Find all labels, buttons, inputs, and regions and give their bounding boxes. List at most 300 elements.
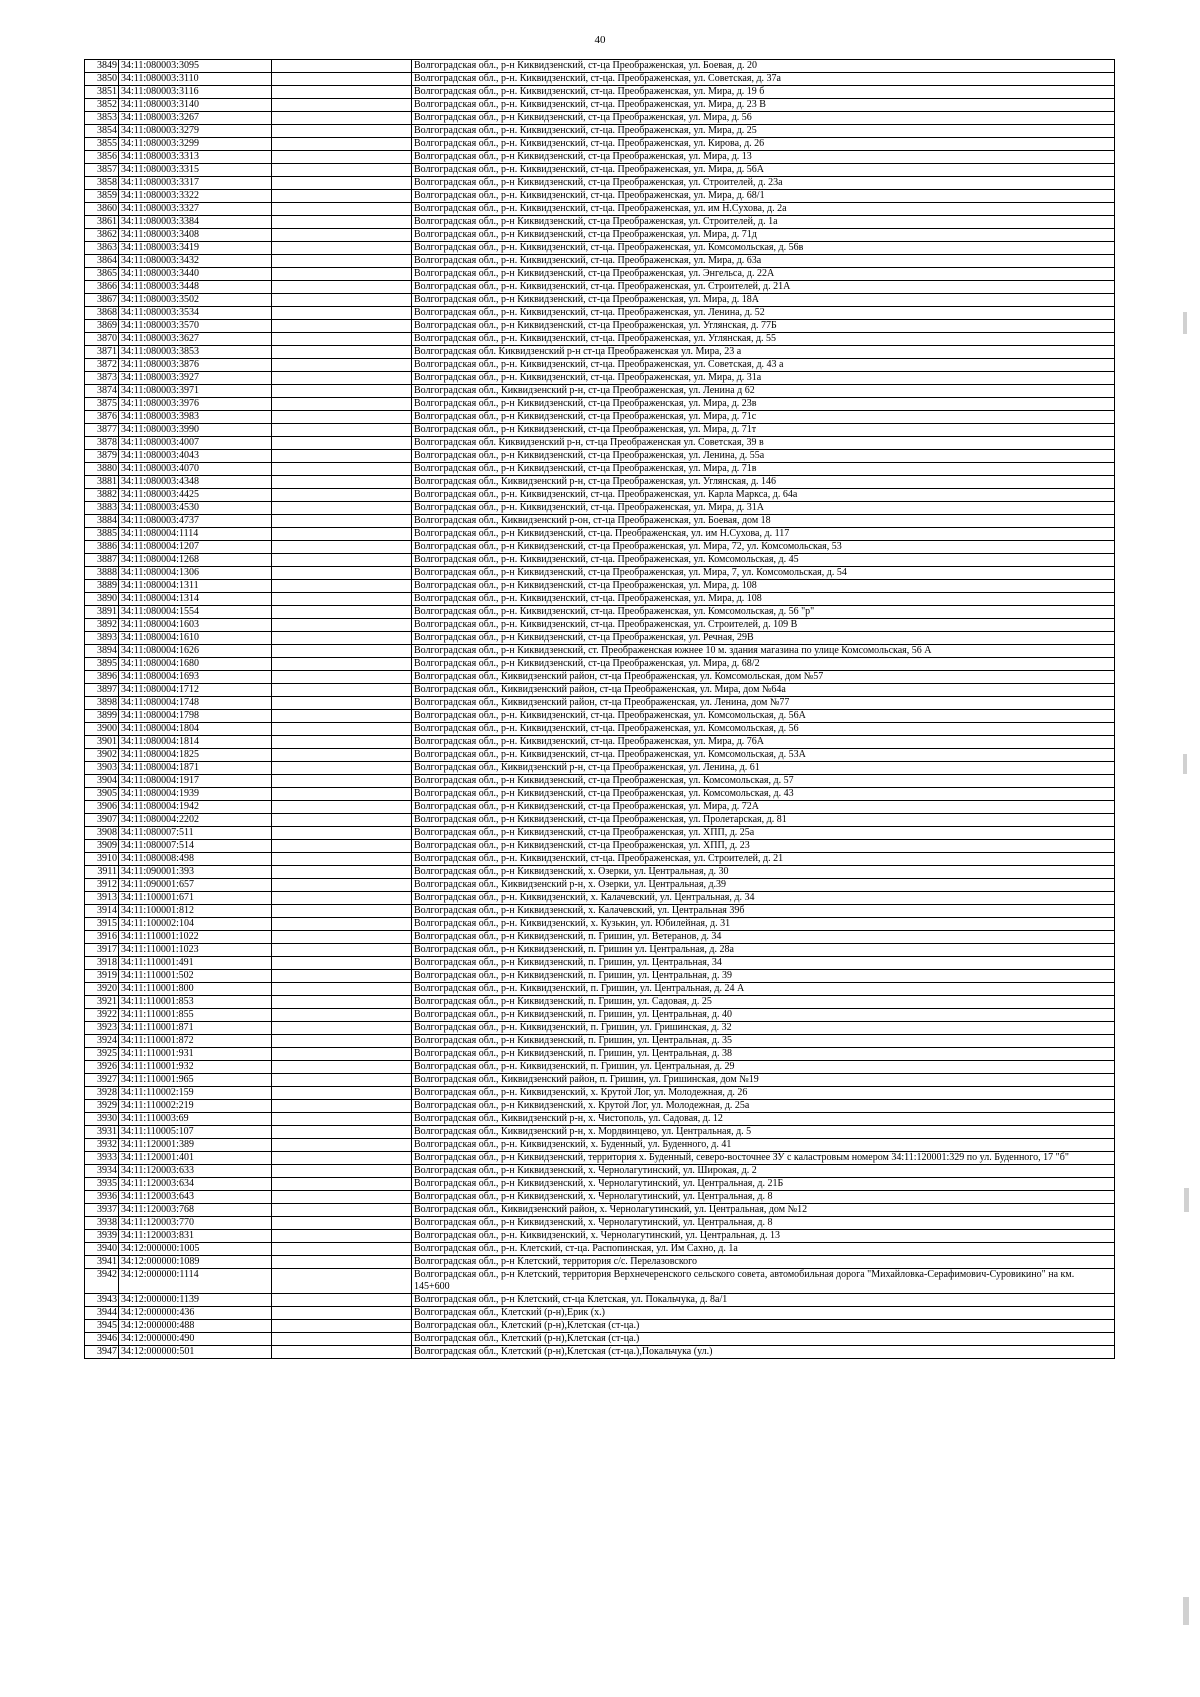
row-number-cell: 3881 [85,476,119,489]
row-number-cell: 3937 [85,1204,119,1217]
address-cell: Волгоградская обл., Киквидзенский район, х. Чернолагутинский, ул. Центральная, дом №12 [412,1204,1115,1217]
row-number-cell: 3859 [85,190,119,203]
table-row [85,1100,1115,1113]
row-number-cell: 3853 [85,112,119,125]
row-number-cell: 3916 [85,931,119,944]
empty-cell [272,1087,412,1100]
empty-cell [272,1191,412,1204]
empty-cell [272,580,412,593]
table-row [85,164,1115,177]
row-number-cell: 3912 [85,879,119,892]
empty-cell [272,385,412,398]
address-cell: Волгоградская обл., р-н Киквидзенский, ст-ца Преображенская, ул. Углянская, д. 77Б [412,320,1115,333]
empty-cell [272,164,412,177]
address-cell: Волгоградская обл., р-н. Киквидзенский, ст-ца. Преображенская, ул. Мира, д. 31а [412,372,1115,385]
cadastral-number-cell: 34:11:110001:931 [119,1048,272,1061]
table-row [85,1230,1115,1243]
table-row [85,1307,1115,1320]
row-number-cell: 3908 [85,827,119,840]
empty-cell [272,411,412,424]
cadastral-number-cell: 34:11:080003:3299 [119,138,272,151]
table-row [85,879,1115,892]
empty-cell [272,593,412,606]
address-cell: Волгоградская обл., р-н Киквидзенский, ст-ца Преображенская, ул. Мира, д. 13 [412,151,1115,164]
row-number-cell: 3887 [85,554,119,567]
cadastral-number-cell: 34:12:000000:1114 [119,1269,272,1294]
empty-cell [272,307,412,320]
address-cell: Волгоградская обл., р-н Киквидзенский, п. Гришин, ул. Садовая, д. 25 [412,996,1115,1009]
table-row [85,125,1115,138]
row-number-cell: 3858 [85,177,119,190]
cadastral-number-cell: 34:11:080003:4737 [119,515,272,528]
row-number-cell: 3884 [85,515,119,528]
empty-cell [272,281,412,294]
table-row [85,905,1115,918]
row-number-cell: 3882 [85,489,119,502]
address-cell: Волгоградская обл., р-н. Киквидзенский, ст-ца. Преображенская, ул. им Н.Сухова, д. 2а [412,203,1115,216]
address-cell: Волгоградская обл., р-н Киквидзенский, п. Гришин, ул. Центральная, д. 35 [412,1035,1115,1048]
row-number-cell: 3923 [85,1022,119,1035]
table-row [85,866,1115,879]
table-row [85,1217,1115,1230]
row-number-cell: 3900 [85,723,119,736]
empty-cell [272,450,412,463]
cadastral-number-cell: 34:11:080003:3432 [119,255,272,268]
cadastral-number-cell: 34:11:080003:3534 [119,307,272,320]
cadastral-number-cell: 34:11:110001:800 [119,983,272,996]
table-row [85,1294,1115,1307]
address-cell: Волгоградская обл., р-н Киквидзенский, п. Гришин, ул. Центральная, д. 39 [412,970,1115,983]
address-cell: Волгоградская обл., Киквидзенский район, ст-ца Преображенская, ул. Ленина, дом №77 [412,697,1115,710]
address-cell: Волгоградская обл., р-н. Киквидзенский, ст-ца. Преображенская, ул. Комсомольская, д. 56в [412,242,1115,255]
empty-cell [272,723,412,736]
table-row [85,736,1115,749]
row-number-cell: 3943 [85,1294,119,1307]
cadastral-number-cell: 34:11:080003:3313 [119,151,272,164]
row-number-cell: 3910 [85,853,119,866]
table-row [85,814,1115,827]
cadastral-number-cell: 34:11:110003:69 [119,1113,272,1126]
row-number-cell: 3902 [85,749,119,762]
empty-cell [272,1035,412,1048]
address-cell: Волгоградская обл., р-н. Киквидзенский, ст-ца. Преображенская, ул. Советская, д. 43 а [412,359,1115,372]
cadastral-number-cell: 34:11:120003:768 [119,1204,272,1217]
empty-cell [272,346,412,359]
address-cell: Волгоградская обл., р-н Киквидзенский, х. Калачевский, ул. Центральная 39б [412,905,1115,918]
table-row [85,983,1115,996]
address-cell: Волгоградская обл., р-н Киквидзенский, ст-ца Преображенская, ул. Мира, д. 68/2 [412,658,1115,671]
row-number-cell: 3938 [85,1217,119,1230]
table-row [85,281,1115,294]
table-row [85,60,1115,73]
cadastral-number-cell: 34:11:080003:4348 [119,476,272,489]
cadastral-number-cell: 34:11:080004:1626 [119,645,272,658]
row-number-cell: 3892 [85,619,119,632]
table-row [85,320,1115,333]
empty-cell [272,294,412,307]
row-number-cell: 3867 [85,294,119,307]
empty-cell [272,892,412,905]
table-row [85,957,1115,970]
empty-cell [272,476,412,489]
table-row [85,1333,1115,1346]
cadastral-number-cell: 34:11:080003:4007 [119,437,272,450]
address-cell: Волгоградская обл., Киквидзенский р-н, х. Озерки, ул. Центральная, д.39 [412,879,1115,892]
empty-cell [272,203,412,216]
address-cell: Волгоградская обл., р-н. Киквидзенский, ст-ца. Преображенская, ул. Строителей, д. 109 В [412,619,1115,632]
page-number: 40 [594,34,606,46]
address-cell: Волгоградская обл., р-н. Киквидзенский, ст-ца. Преображенская, ул. Советская, д. 37а [412,73,1115,86]
address-cell: Волгоградская обл., р-н Киквидзенский, ст-ца Преображенская, ул. Комсомольская, д. 43 [412,788,1115,801]
cadastral-number-cell: 34:11:110001:965 [119,1074,272,1087]
row-number-cell: 3860 [85,203,119,216]
cadastral-number-cell: 34:11:120003:634 [119,1178,272,1191]
address-cell: Волгоградская обл., Киквидзенский р-н, ст-ца Преображенская, ул. Углянская, д. 146 [412,476,1115,489]
address-cell: Волгоградская обл., р-н Киквидзенский, п. Гришин, ул. Ветеранов, д. 34 [412,931,1115,944]
cadastral-number-cell: 34:11:080003:3927 [119,372,272,385]
table-row [85,1320,1115,1333]
table-row [85,398,1115,411]
address-cell: Волгоградская обл., р-н Киквидзенский, ст-ца Преображенская, ул. Мира, 72, ул. Комсомольская, 53 [412,541,1115,554]
row-number-cell: 3911 [85,866,119,879]
row-number-cell: 3939 [85,1230,119,1243]
table-row [85,697,1115,710]
empty-cell [272,931,412,944]
cadastral-number-cell: 34:11:080004:1917 [119,775,272,788]
address-cell: Волгоградская обл., р-н Киквидзенский, х. Чернолагутинский, ул. Центральная, д. 21Б [412,1178,1115,1191]
address-cell: Волгоградская обл., Клетский (р-н),Клетская (ст-ца.),Покальчука (ул.) [412,1346,1115,1359]
table-row [85,996,1115,1009]
address-cell: Волгоградская обл., р-н. Киквидзенский, ст-ца. Преображенская, ул. Мира, д. 108 [412,593,1115,606]
cadastral-number-cell: 34:11:080003:3140 [119,99,272,112]
address-cell: Волгоградская обл., р-н. Киквидзенский, ст-ца. Преображенская, ул. Мира, д. 23 В [412,99,1115,112]
row-number-cell: 3883 [85,502,119,515]
row-number-cell: 3894 [85,645,119,658]
table-row [85,619,1115,632]
row-number-cell: 3866 [85,281,119,294]
cadastral-number-cell: 34:11:120001:401 [119,1152,272,1165]
table-row [85,1126,1115,1139]
address-cell: Волгоградская обл., р-н. Киквидзенский, х. Кузькин, ул. Юбилейная, д. 31 [412,918,1115,931]
cadastral-number-cell: 34:11:080003:4043 [119,450,272,463]
empty-cell [272,151,412,164]
address-cell: Волгоградская обл., р-н Киквидзенский, ст-ца Преображенская, ул. Строителей, д. 23а [412,177,1115,190]
address-cell: Волгоградская обл., р-н Клетский, территория Верхнечеренского сельского совета, автомобильная дорога "Михайловка-Серафимович-Суровикино" на км. 145+600 [412,1269,1115,1294]
row-number-cell: 3875 [85,398,119,411]
table-row [85,99,1115,112]
address-cell: Волгоградская обл., р-н. Киквидзенский, х. Чернолагутинский, ул. Центральная, д. 13 [412,1230,1115,1243]
cadastral-number-cell: 34:11:080003:3876 [119,359,272,372]
cadastral-number-cell: 34:11:110001:872 [119,1035,272,1048]
cadastral-number-cell: 34:11:080003:3315 [119,164,272,177]
row-number-cell: 3919 [85,970,119,983]
cadastral-number-cell: 34:11:080004:1871 [119,762,272,775]
row-number-cell: 3855 [85,138,119,151]
cadastral-number-cell: 34:11:080003:3095 [119,60,272,73]
row-number-cell: 3922 [85,1009,119,1022]
cadastral-number-cell: 34:11:110001:1023 [119,944,272,957]
empty-cell [272,138,412,151]
cadastral-number-cell: 34:11:080003:3448 [119,281,272,294]
cadastral-number-cell: 34:11:080003:3110 [119,73,272,86]
cadastral-number-cell: 34:11:080003:3502 [119,294,272,307]
row-number-cell: 3944 [85,1307,119,1320]
empty-cell [272,1074,412,1087]
empty-cell [272,840,412,853]
cadastral-number-cell: 34:11:080004:1693 [119,671,272,684]
row-number-cell: 3850 [85,73,119,86]
cadastral-number-cell: 34:11:080004:1610 [119,632,272,645]
cadastral-number-cell: 34:11:080003:4530 [119,502,272,515]
table-row [85,242,1115,255]
empty-cell [272,437,412,450]
table-row [85,788,1115,801]
table-row [85,73,1115,86]
row-number-cell: 3857 [85,164,119,177]
empty-cell [272,112,412,125]
table-row [85,489,1115,502]
cadastral-number-cell: 34:12:000000:501 [119,1346,272,1359]
empty-cell [272,775,412,788]
empty-cell [272,1100,412,1113]
cadastral-number-cell: 34:11:110001:853 [119,996,272,1009]
table-row [85,580,1115,593]
row-number-cell: 3889 [85,580,119,593]
empty-cell [272,957,412,970]
cadastral-number-cell: 34:11:120003:770 [119,1217,272,1230]
table-row [85,541,1115,554]
address-cell: Волгоградская обл., р-н Киквидзенский, ст. Преображенская южнее 10 м. здания магазина по улице Комсомольская, 56 А [412,645,1115,658]
empty-cell [272,1152,412,1165]
address-cell: Волгоградская обл., р-н Киквидзенский, п. Гришин, ул. Центральная, д. 38 [412,1048,1115,1061]
row-number-cell: 3890 [85,593,119,606]
address-cell: Волгоградская обл., р-н Киквидзенский, ст-ца Преображенская, ул. Пролетарская, д. 81 [412,814,1115,827]
table-body [85,60,1115,1359]
empty-cell [272,242,412,255]
cadastral-number-cell: 34:11:100002:104 [119,918,272,931]
table-row [85,463,1115,476]
cadastral-number-cell: 34:11:080004:1798 [119,710,272,723]
cadastral-number-cell: 34:11:080003:3976 [119,398,272,411]
empty-cell [272,801,412,814]
cadastral-number-cell: 34:11:080003:3267 [119,112,272,125]
row-number-cell: 3899 [85,710,119,723]
empty-cell [272,762,412,775]
address-cell: Волгоградская обл., р-н. Киквидзенский, ст-ца. Преображенская, ул. Мира, д. 68/1 [412,190,1115,203]
cadastral-number-cell: 34:11:080004:1603 [119,619,272,632]
scan-artifact [1183,1597,1189,1625]
row-number-cell: 3933 [85,1152,119,1165]
row-number-cell: 3914 [85,905,119,918]
row-number-cell: 3876 [85,411,119,424]
address-cell: Волгоградская обл., р-н Киквидзенский, ст-ца Преображенская, ул. Боевая, д. 20 [412,60,1115,73]
table-row [85,372,1115,385]
address-cell: Волгоградская обл., р-н. Киквидзенский, ст-ца. Преображенская, ул. Кирова, д. 26 [412,138,1115,151]
address-cell: Волгоградская обл., р-н. Киквидзенский, ст-ца. Преображенская, ул. Строителей, д. 21А [412,281,1115,294]
empty-cell [272,1256,412,1269]
table-row [85,567,1115,580]
row-number-cell: 3931 [85,1126,119,1139]
address-cell: Волгоградская обл. Киквидзенский р-н ст-ца Преображенская ул. Мира, 23 а [412,346,1115,359]
address-cell: Волгоградская обл., р-н Киквидзенский, ст-ца. Преображенская, ул. им Н.Сухова, д. 117 [412,528,1115,541]
address-cell: Волгоградская обл., р-н Киквидзенский, п. Гришин, ул. Центральная, 34 [412,957,1115,970]
table-row [85,502,1115,515]
row-number-cell: 3877 [85,424,119,437]
scan-artifact [1184,1188,1189,1212]
table-row [85,450,1115,463]
cadastral-number-cell: 34:12:000000:488 [119,1320,272,1333]
address-cell: Волгоградская обл., р-н. Киквидзенский, х. Крутой Лог, ул. Молодежная, д. 26 [412,1087,1115,1100]
address-cell: Волгоградская обл., Киквидзенский район, ст-ца Преображенская, ул. Комсомольская, дом №57 [412,671,1115,684]
cadastral-number-cell: 34:11:110002:219 [119,1100,272,1113]
cadastral-number-cell: 34:11:120003:643 [119,1191,272,1204]
table-row [85,554,1115,567]
table-row [85,437,1115,450]
empty-cell [272,1204,412,1217]
empty-cell [272,671,412,684]
address-cell: Волгоградская обл., р-н Киквидзенский, х. Чернолагутинский, ул. Широкая, д. 2 [412,1165,1115,1178]
address-cell: Волгоградская обл., р-н. Киквидзенский, ст-ца. Преображенская, ул. Комсомольская, д. 53А [412,749,1115,762]
address-cell: Волгоградская обл., р-н Киквидзенский, х. Чернолагутинский, ул. Центральная, д. 8 [412,1191,1115,1204]
table-row [85,1048,1115,1061]
empty-cell [272,879,412,892]
cadastral-number-cell: 34:11:080004:1314 [119,593,272,606]
row-number-cell: 3940 [85,1243,119,1256]
address-cell: Волгоградская обл., р-н Киквидзенский, ст-ца Преображенская, ул. Мира, д. 56 [412,112,1115,125]
empty-cell [272,1009,412,1022]
cadastral-number-cell: 34:11:080004:1804 [119,723,272,736]
address-cell: Волгоградская обл., р-н Киквидзенский, ст-ца Преображенская, ул. ХПП, д. 25а [412,827,1115,840]
row-number-cell: 3930 [85,1113,119,1126]
cadastral-number-cell: 34:11:100001:671 [119,892,272,905]
table-row [85,853,1115,866]
address-cell: Волгоградская обл., р-н. Киквидзенский, ст-ца. Преображенская, ул. Ленина, д. 52 [412,307,1115,320]
row-number-cell: 3886 [85,541,119,554]
cadastral-number-cell: 34:11:090001:393 [119,866,272,879]
cadastral-number-cell: 34:11:080003:4425 [119,489,272,502]
row-number-cell: 3863 [85,242,119,255]
address-cell: Волгоградская обл., р-н Киквидзенский, территория х. Буденный, северо-восточнее ЗУ с каластровым номером 34:11:120001:329 по ул. Буденного, 17 "б" [412,1152,1115,1165]
table-row [85,593,1115,606]
table-row [85,1074,1115,1087]
cadastral-number-cell: 34:11:080004:2202 [119,814,272,827]
row-number-cell: 3934 [85,1165,119,1178]
empty-cell [272,736,412,749]
table-row [85,1243,1115,1256]
address-cell: Волгоградская обл., р-н Киквидзенский, ст-ца Преображенская, ул. Мира, д. 71в [412,463,1115,476]
table-row [85,411,1115,424]
table-row [85,1178,1115,1191]
address-cell: Волгоградская обл., р-н. Киквидзенский, ст-ца. Преображенская, ул. Комсомольская, д. 56 [412,723,1115,736]
row-number-cell: 3945 [85,1320,119,1333]
cadastral-number-cell: 34:11:080004:1306 [119,567,272,580]
table-row [85,632,1115,645]
table-row [85,385,1115,398]
table-row [85,229,1115,242]
table-row [85,775,1115,788]
row-number-cell: 3927 [85,1074,119,1087]
address-cell: Волгоградская обл., р-н. Киквидзенский, п. Гришин, ул. Гришинская, д. 32 [412,1022,1115,1035]
row-number-cell: 3868 [85,307,119,320]
empty-cell [272,1048,412,1061]
empty-cell [272,177,412,190]
cadastral-number-cell: 34:11:080003:3116 [119,86,272,99]
empty-cell [272,697,412,710]
cadastral-number-cell: 34:11:080004:1207 [119,541,272,554]
cadastral-number-cell: 34:11:080004:1748 [119,697,272,710]
empty-cell [272,944,412,957]
cadastral-number-cell: 34:11:080003:3384 [119,216,272,229]
empty-cell [272,970,412,983]
cadastral-number-cell: 34:11:110001:855 [119,1009,272,1022]
row-number-cell: 3874 [85,385,119,398]
empty-cell [272,1165,412,1178]
cadastral-number-cell: 34:11:080004:1680 [119,658,272,671]
table-row [85,645,1115,658]
empty-cell [272,814,412,827]
cadastral-number-cell: 34:11:080003:3419 [119,242,272,255]
empty-cell [272,788,412,801]
row-number-cell: 3941 [85,1256,119,1269]
empty-cell [272,918,412,931]
empty-cell [272,619,412,632]
row-number-cell: 3871 [85,346,119,359]
table-row [85,671,1115,684]
address-cell: Волгоградская обл., р-н Киквидзенский, х. Крутой Лог, ул. Молодежная, д. 25а [412,1100,1115,1113]
row-number-cell: 3932 [85,1139,119,1152]
table-row [85,1346,1115,1359]
table-row [85,424,1115,437]
table-row [85,138,1115,151]
address-cell: Волгоградская обл., Клетский (р-н),Ерик (х.) [412,1307,1115,1320]
address-cell: Волгоградская обл., р-н Киквидзенский, ст-ца Преображенская, ул. Комсомольская, д. 57 [412,775,1115,788]
address-cell: Волгоградская обл., р-н. Киквидзенский, п. Гришин, ул. Центральная, д. 29 [412,1061,1115,1074]
row-number-cell: 3904 [85,775,119,788]
table-row [85,1165,1115,1178]
cadastral-number-cell: 34:11:110001:502 [119,970,272,983]
address-cell: Волгоградская обл., р-н Киквидзенский, х. Озерки, ул. Центральная, д. 30 [412,866,1115,879]
cadastral-number-cell: 34:11:110001:932 [119,1061,272,1074]
address-cell: Волгоградская обл., р-н Киквидзенский, ст-ца Преображенская, ул. Мира, д. 71д [412,229,1115,242]
row-number-cell: 3879 [85,450,119,463]
empty-cell [272,1217,412,1230]
empty-cell [272,1269,412,1294]
cadastral-number-cell: 34:11:080003:4070 [119,463,272,476]
address-cell: Волгоградская обл., р-н. Киквидзенский, х. Калачевский, ул. Центральная, д. 34 [412,892,1115,905]
empty-cell [272,1113,412,1126]
table-row [85,203,1115,216]
address-cell: Волгоградская обл., р-н Клетский, ст-ца Клетская, ул. Покальчука, д. 8а/1 [412,1294,1115,1307]
cadastral-number-cell: 34:11:110002:159 [119,1087,272,1100]
table-row [85,827,1115,840]
address-cell: Волгоградская обл., р-н Киквидзенский, ст-ца Преображенская, ул. Энгельса, д. 22А [412,268,1115,281]
cadastral-number-cell: 34:11:080003:3971 [119,385,272,398]
cadastral-number-cell: 34:11:080008:498 [119,853,272,866]
empty-cell [272,372,412,385]
row-number-cell: 3935 [85,1178,119,1191]
row-number-cell: 3854 [85,125,119,138]
address-cell: Волгоградская обл., р-н. Киквидзенский, ст-ца. Преображенская, ул. Карла Маркса, д. 64а [412,489,1115,502]
row-number-cell: 3898 [85,697,119,710]
address-cell: Волгоградская обл., р-н Клетский, территория с/с. Перелазовского [412,1256,1115,1269]
empty-cell [272,996,412,1009]
cadastral-number-cell: 34:11:080004:1814 [119,736,272,749]
address-cell: Волгоградская обл., Клетский (р-н),Клетская (ст-ца.) [412,1320,1115,1333]
table-row [85,970,1115,983]
empty-cell [272,528,412,541]
address-cell: Волгоградская обл., р-н. Киквидзенский, х. Буденный, ул. Буденного, д. 41 [412,1139,1115,1152]
row-number-cell: 3878 [85,437,119,450]
